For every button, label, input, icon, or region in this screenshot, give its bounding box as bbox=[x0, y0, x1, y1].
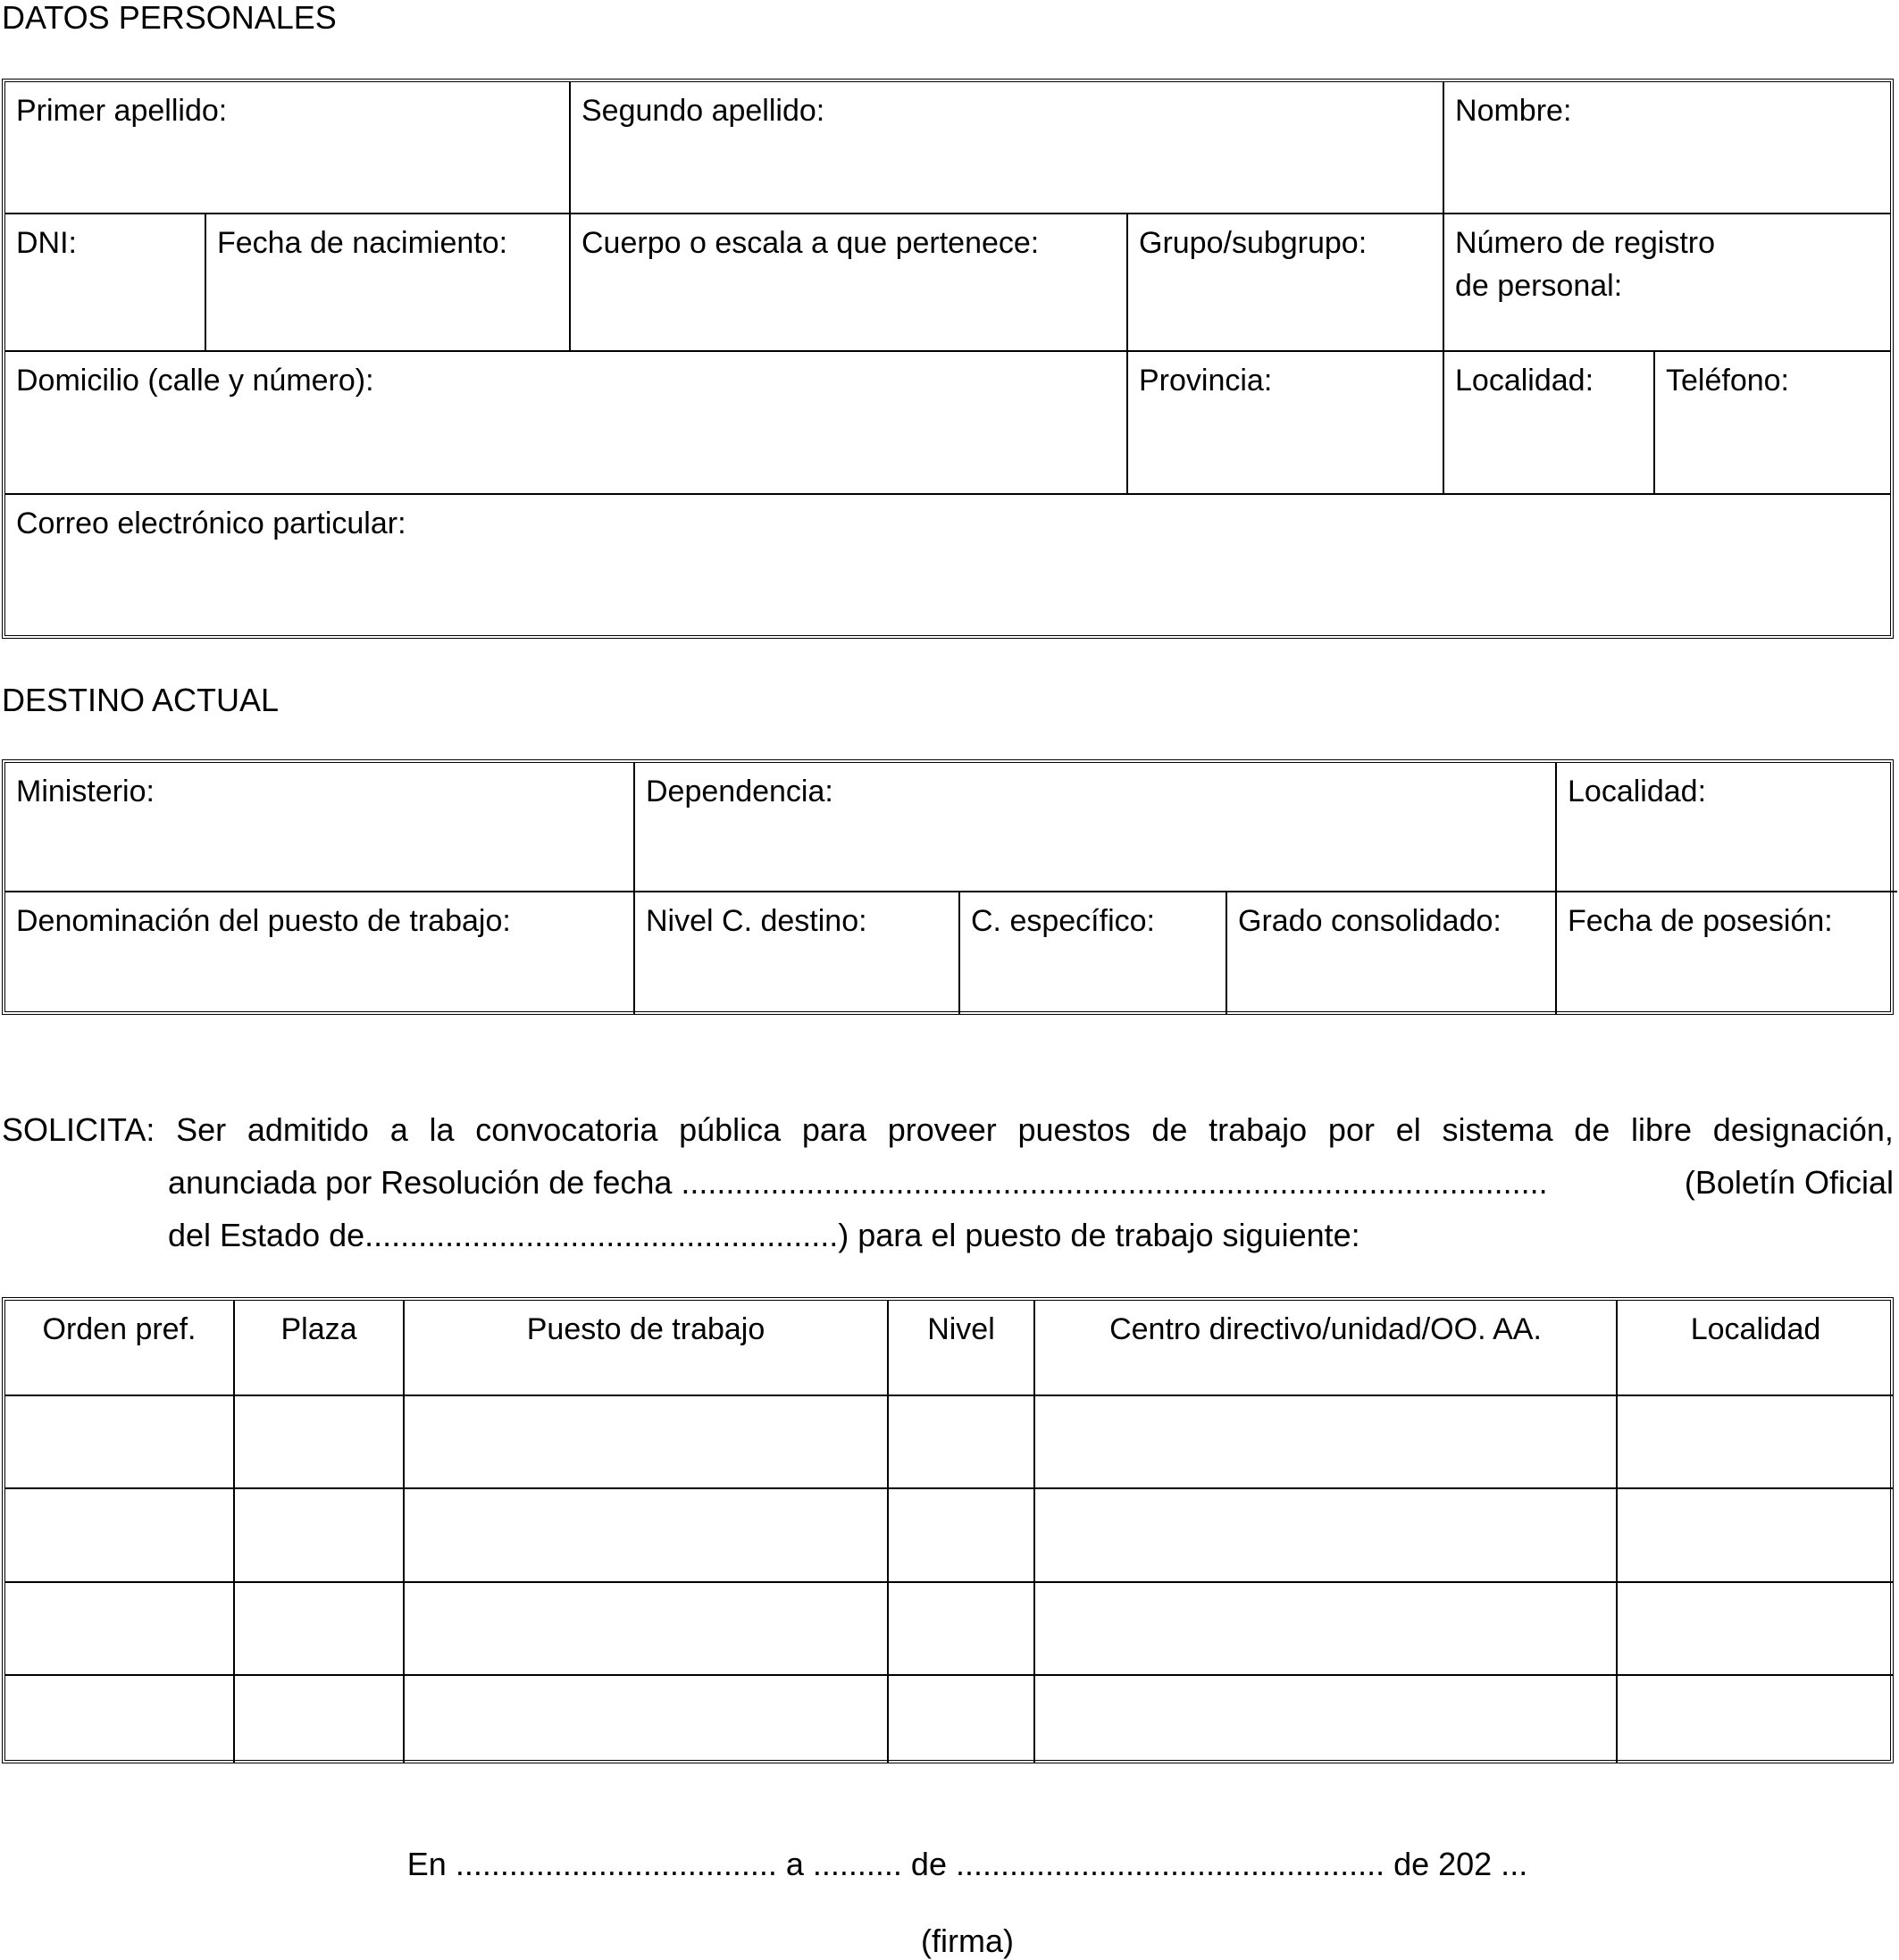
column-header-puesto-trabajo: Puesto de trabajo bbox=[404, 1301, 888, 1395]
signature-firma-label: (firma) bbox=[921, 1922, 1014, 1959]
cell-orden-pref[interactable] bbox=[5, 1395, 234, 1488]
field-provincia[interactable] bbox=[1127, 351, 1443, 494]
boletin-oficial-text: (Boletín Oficial bbox=[1684, 1164, 1894, 1201]
cell-centro-directivo[interactable] bbox=[1034, 1582, 1617, 1675]
field-label-line2: de personal: bbox=[1455, 269, 1623, 303]
solicita-line-2 bbox=[2, 1156, 1894, 1209]
cell-plaza[interactable] bbox=[234, 1675, 404, 1763]
column-header-orden-pref: Orden pref. bbox=[5, 1301, 234, 1395]
field-label: Fecha de nacimiento: bbox=[217, 226, 508, 260]
field-label: C. específico: bbox=[971, 904, 1155, 938]
field-dependencia[interactable] bbox=[634, 763, 1556, 892]
word: Ser bbox=[176, 1111, 227, 1148]
cell-localidad[interactable] bbox=[1617, 1395, 1894, 1488]
field-label: Teléfono: bbox=[1666, 364, 1790, 398]
resolucion-fecha-blank[interactable]: anunciada por Resolución de fecha ................................................................................................. bbox=[168, 1164, 1548, 1201]
field-label: Ministerio: bbox=[16, 775, 155, 808]
cell-puesto-trabajo[interactable] bbox=[404, 1395, 888, 1488]
field-denominacion-puesto[interactable] bbox=[5, 892, 634, 1015]
table-row bbox=[5, 1675, 1894, 1763]
word: de bbox=[1151, 1111, 1188, 1148]
cell-localidad[interactable] bbox=[1617, 1582, 1894, 1675]
field-ministerio[interactable] bbox=[5, 763, 634, 892]
column-header-nivel: Nivel bbox=[888, 1301, 1034, 1395]
field-label: Localidad: bbox=[1455, 364, 1594, 398]
personal-data-table bbox=[2, 79, 1894, 639]
solicita-line-1 bbox=[2, 1103, 1894, 1156]
field-dni[interactable] bbox=[5, 214, 205, 351]
table-row bbox=[5, 1395, 1894, 1488]
field-numero-registro-personal[interactable] bbox=[1443, 214, 1890, 351]
solicita-line-3[interactable]: del Estado de.....................................................) para el puesto de trabajo siguiente: bbox=[168, 1217, 1360, 1253]
field-telefono[interactable] bbox=[1654, 351, 1890, 494]
field-segundo-apellido[interactable] bbox=[570, 82, 1443, 214]
table-row bbox=[5, 1488, 1894, 1582]
column-header-centro-directivo: Centro directivo/unidad/OO. AA. bbox=[1034, 1301, 1617, 1395]
solicita-paragraph bbox=[2, 1103, 1894, 1261]
field-label: Cuerpo o escala a que pertenece: bbox=[581, 226, 1040, 260]
field-localidad-destino[interactable] bbox=[1556, 763, 1897, 892]
cell-puesto-trabajo[interactable] bbox=[404, 1488, 888, 1582]
cell-centro-directivo[interactable] bbox=[1034, 1488, 1617, 1582]
field-label: Primer apellido: bbox=[16, 94, 228, 128]
destino-actual-table bbox=[2, 759, 1894, 1015]
field-c-especifico[interactable] bbox=[959, 892, 1226, 1015]
field-label: Grupo/subgrupo: bbox=[1139, 226, 1368, 260]
word: puestos bbox=[1017, 1111, 1131, 1148]
word: el bbox=[1395, 1111, 1421, 1148]
section-heading-datos-personales: DATOS PERSONALES bbox=[2, 0, 337, 36]
column-header-localidad: Localidad bbox=[1617, 1301, 1894, 1395]
field-grado-consolidado[interactable] bbox=[1226, 892, 1556, 1015]
cell-plaza[interactable] bbox=[234, 1395, 404, 1488]
signature-date-line[interactable]: En .................................... a .......... de ................................................ de 202 ... bbox=[406, 1846, 1528, 1882]
field-label: Nivel C. destino: bbox=[646, 904, 867, 938]
word: por bbox=[1327, 1111, 1375, 1148]
field-label: Nombre: bbox=[1455, 94, 1572, 128]
word: para bbox=[801, 1111, 866, 1148]
field-cuerpo-escala[interactable] bbox=[570, 214, 1127, 351]
field-label: Localidad: bbox=[1568, 775, 1707, 808]
cell-localidad[interactable] bbox=[1617, 1675, 1894, 1763]
cell-orden-pref[interactable] bbox=[5, 1582, 234, 1675]
field-label: Fecha de posesión: bbox=[1568, 904, 1833, 938]
word: la bbox=[429, 1111, 455, 1148]
word: de bbox=[1574, 1111, 1610, 1148]
field-nombre[interactable] bbox=[1443, 82, 1890, 214]
field-grupo-subgrupo[interactable] bbox=[1127, 214, 1443, 351]
cell-plaza[interactable] bbox=[234, 1582, 404, 1675]
field-nivel-c-destino[interactable] bbox=[634, 892, 959, 1015]
cell-plaza[interactable] bbox=[234, 1488, 404, 1582]
cell-nivel[interactable] bbox=[888, 1395, 1034, 1488]
solicita-label: SOLICITA: bbox=[2, 1111, 155, 1148]
plazas-table bbox=[2, 1297, 1894, 1763]
field-label: DNI: bbox=[16, 226, 77, 260]
field-localidad[interactable] bbox=[1443, 351, 1654, 494]
field-label: Dependencia: bbox=[646, 775, 833, 808]
field-fecha-posesion[interactable] bbox=[1556, 892, 1897, 1015]
cell-centro-directivo[interactable] bbox=[1034, 1675, 1617, 1763]
word: pública bbox=[679, 1111, 782, 1148]
cell-nivel[interactable] bbox=[888, 1675, 1034, 1763]
field-domicilio[interactable] bbox=[5, 351, 1127, 494]
cell-orden-pref[interactable] bbox=[5, 1675, 234, 1763]
cell-puesto-trabajo[interactable] bbox=[404, 1675, 888, 1763]
word: convocatoria bbox=[475, 1111, 658, 1148]
word: trabajo bbox=[1209, 1111, 1308, 1148]
field-label: Segundo apellido: bbox=[581, 94, 825, 128]
word: libre bbox=[1631, 1111, 1693, 1148]
cell-nivel[interactable] bbox=[888, 1582, 1034, 1675]
field-label: Provincia: bbox=[1139, 364, 1273, 398]
field-label: Número de registro bbox=[1455, 226, 1716, 260]
section-heading-destino-actual: DESTINO ACTUAL bbox=[2, 682, 280, 718]
field-correo-electronico[interactable] bbox=[5, 494, 1890, 639]
word: admitido bbox=[247, 1111, 369, 1148]
field-fecha-nacimiento[interactable] bbox=[205, 214, 570, 351]
word: a bbox=[389, 1111, 408, 1148]
field-label: Domicilio (calle y número): bbox=[16, 364, 374, 398]
cell-puesto-trabajo[interactable] bbox=[404, 1582, 888, 1675]
column-header-plaza: Plaza bbox=[234, 1301, 404, 1395]
cell-centro-directivo[interactable] bbox=[1034, 1395, 1617, 1488]
cell-orden-pref[interactable] bbox=[5, 1488, 234, 1582]
word: proveer bbox=[887, 1111, 997, 1148]
field-label: Correo electrónico particular: bbox=[16, 507, 406, 540]
table-row bbox=[5, 1582, 1894, 1675]
table-header-row bbox=[5, 1301, 1894, 1395]
field-label: Grado consolidado: bbox=[1238, 904, 1502, 938]
field-label: Denominación del puesto de trabajo: bbox=[16, 904, 511, 938]
field-primer-apellido[interactable] bbox=[5, 82, 570, 214]
cell-localidad[interactable] bbox=[1617, 1488, 1894, 1582]
word: designación, bbox=[1712, 1111, 1894, 1148]
cell-nivel[interactable] bbox=[888, 1488, 1034, 1582]
word: sistema bbox=[1442, 1111, 1553, 1148]
